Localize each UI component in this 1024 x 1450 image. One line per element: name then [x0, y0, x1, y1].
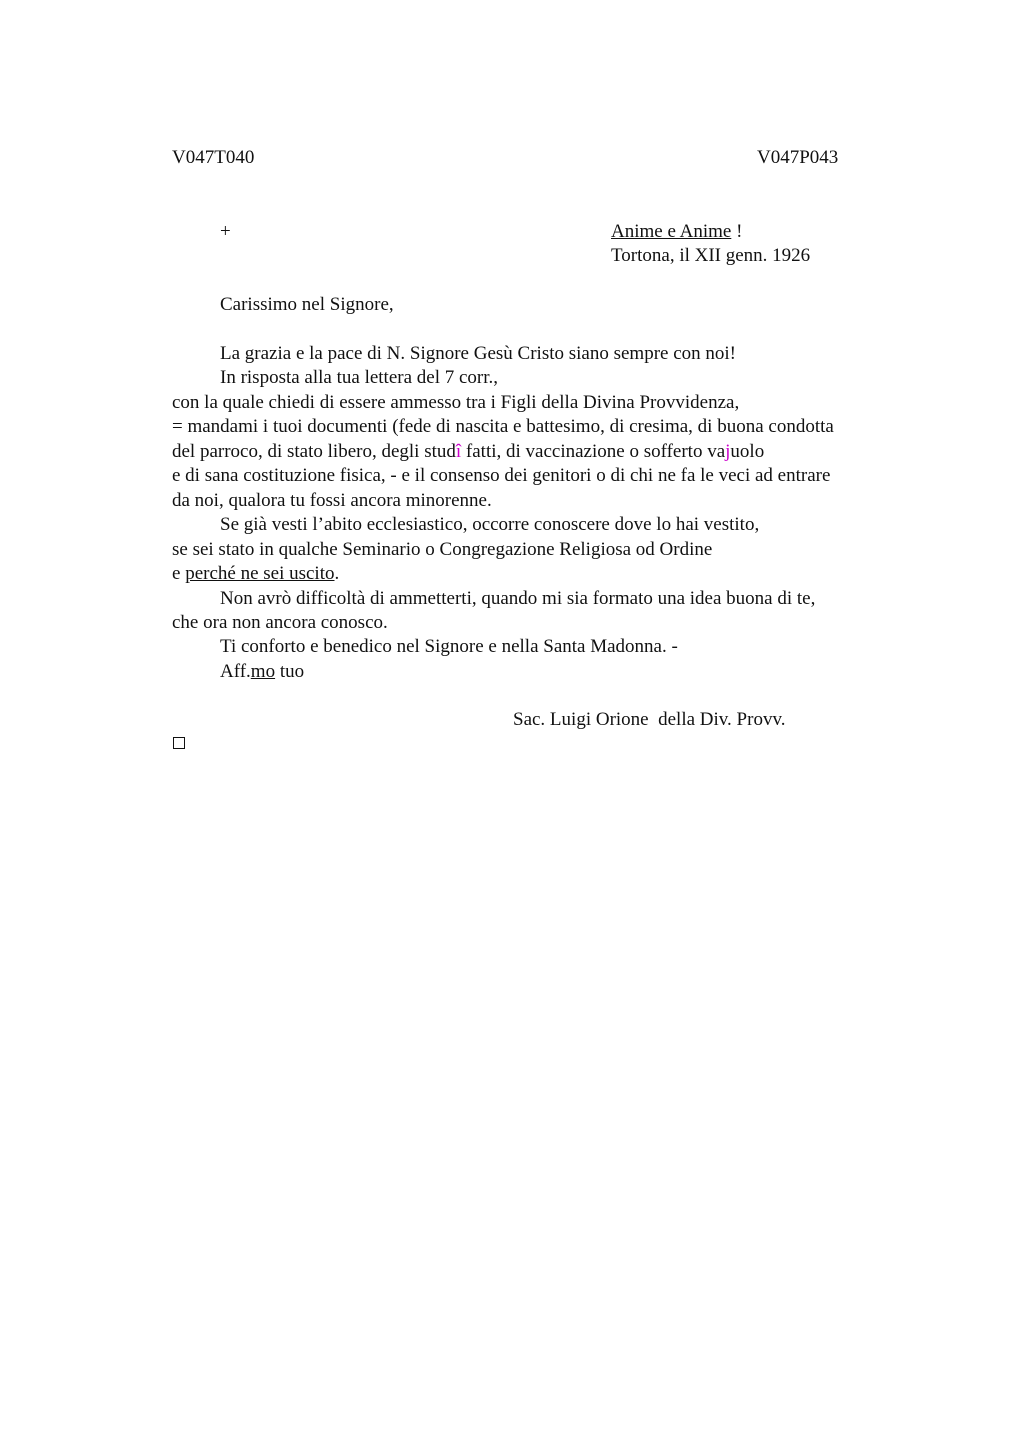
cross-symbol: + [220, 221, 231, 242]
body-line-13: Ti conforto e benedico nel Signore e nella Santa Madonna. - [220, 636, 678, 657]
body-line-8: Se già vesti l’abito ecclesiastico, occorre conoscere dove lo hai vestito, [220, 514, 760, 535]
body-line-4: = mandami i tuoi documenti (fede di nascita e battesimo, di cresima, di buona condotta [172, 416, 834, 437]
body-line-12: che ora non ancora conosco. [172, 612, 388, 633]
closing [220, 660, 304, 684]
body-line-9: se sei stato in qualche Seminario o Congregazione Religiosa od Ordine [172, 539, 713, 560]
body-line-10-part-a: e [172, 563, 186, 584]
motto [611, 220, 742, 244]
place-date: Tortona, il XII genn. 1926 [611, 245, 811, 266]
document-code-left: V047T040 [172, 147, 255, 168]
closing-part-a: Aff. [220, 661, 251, 682]
checkbox-square-icon [173, 737, 185, 749]
body-line-3: con la quale chiedi di essere ammesso tra i Figli della Divina Provvidenza, [172, 392, 740, 413]
closing-underlined: mo [250, 661, 276, 682]
body-line-5 [172, 440, 764, 464]
body-line-11: Non avrò difficoltà di ammetterti, quando mi sia formato una idea buona di te, [220, 588, 816, 609]
body-line-10 [172, 562, 339, 586]
salutation: Carissimo nel Signore, [220, 294, 394, 315]
document-code-right: V047P043 [757, 147, 839, 168]
body-line-5-part-b: fatti, di vaccinazione o sofferto va [461, 441, 726, 462]
body-line-1: La grazia e la pace di N. Signore Gesù Cristo siano sempre con noi! [220, 343, 737, 364]
editorial-mark-circumflex: î [455, 441, 462, 462]
body-line-10-underlined: perché ne sei uscito [185, 563, 335, 584]
body-line-2: In risposta alla tua lettera del 7 corr., [220, 367, 499, 388]
body-line-6: e di sana costituzione fisica, - e il consenso dei genitori o di chi ne fa le veci ad entrare [172, 465, 831, 486]
body-line-10-part-b: . [334, 563, 340, 584]
motto-underlined: Anime e Anime [611, 221, 732, 242]
closing-part-b: tuo [275, 661, 305, 682]
editorial-mark-j: j [725, 441, 731, 462]
signature: Sac. Luigi Orione della Div. Provv. [513, 709, 786, 730]
body-line-7: da noi, qualora tu fossi ancora minorenne. [172, 490, 492, 511]
motto-suffix: ! [731, 221, 743, 242]
body-line-5-part-a: del parroco, di stato libero, degli stud [172, 441, 456, 462]
body-line-5-part-c: uolo [730, 441, 765, 462]
